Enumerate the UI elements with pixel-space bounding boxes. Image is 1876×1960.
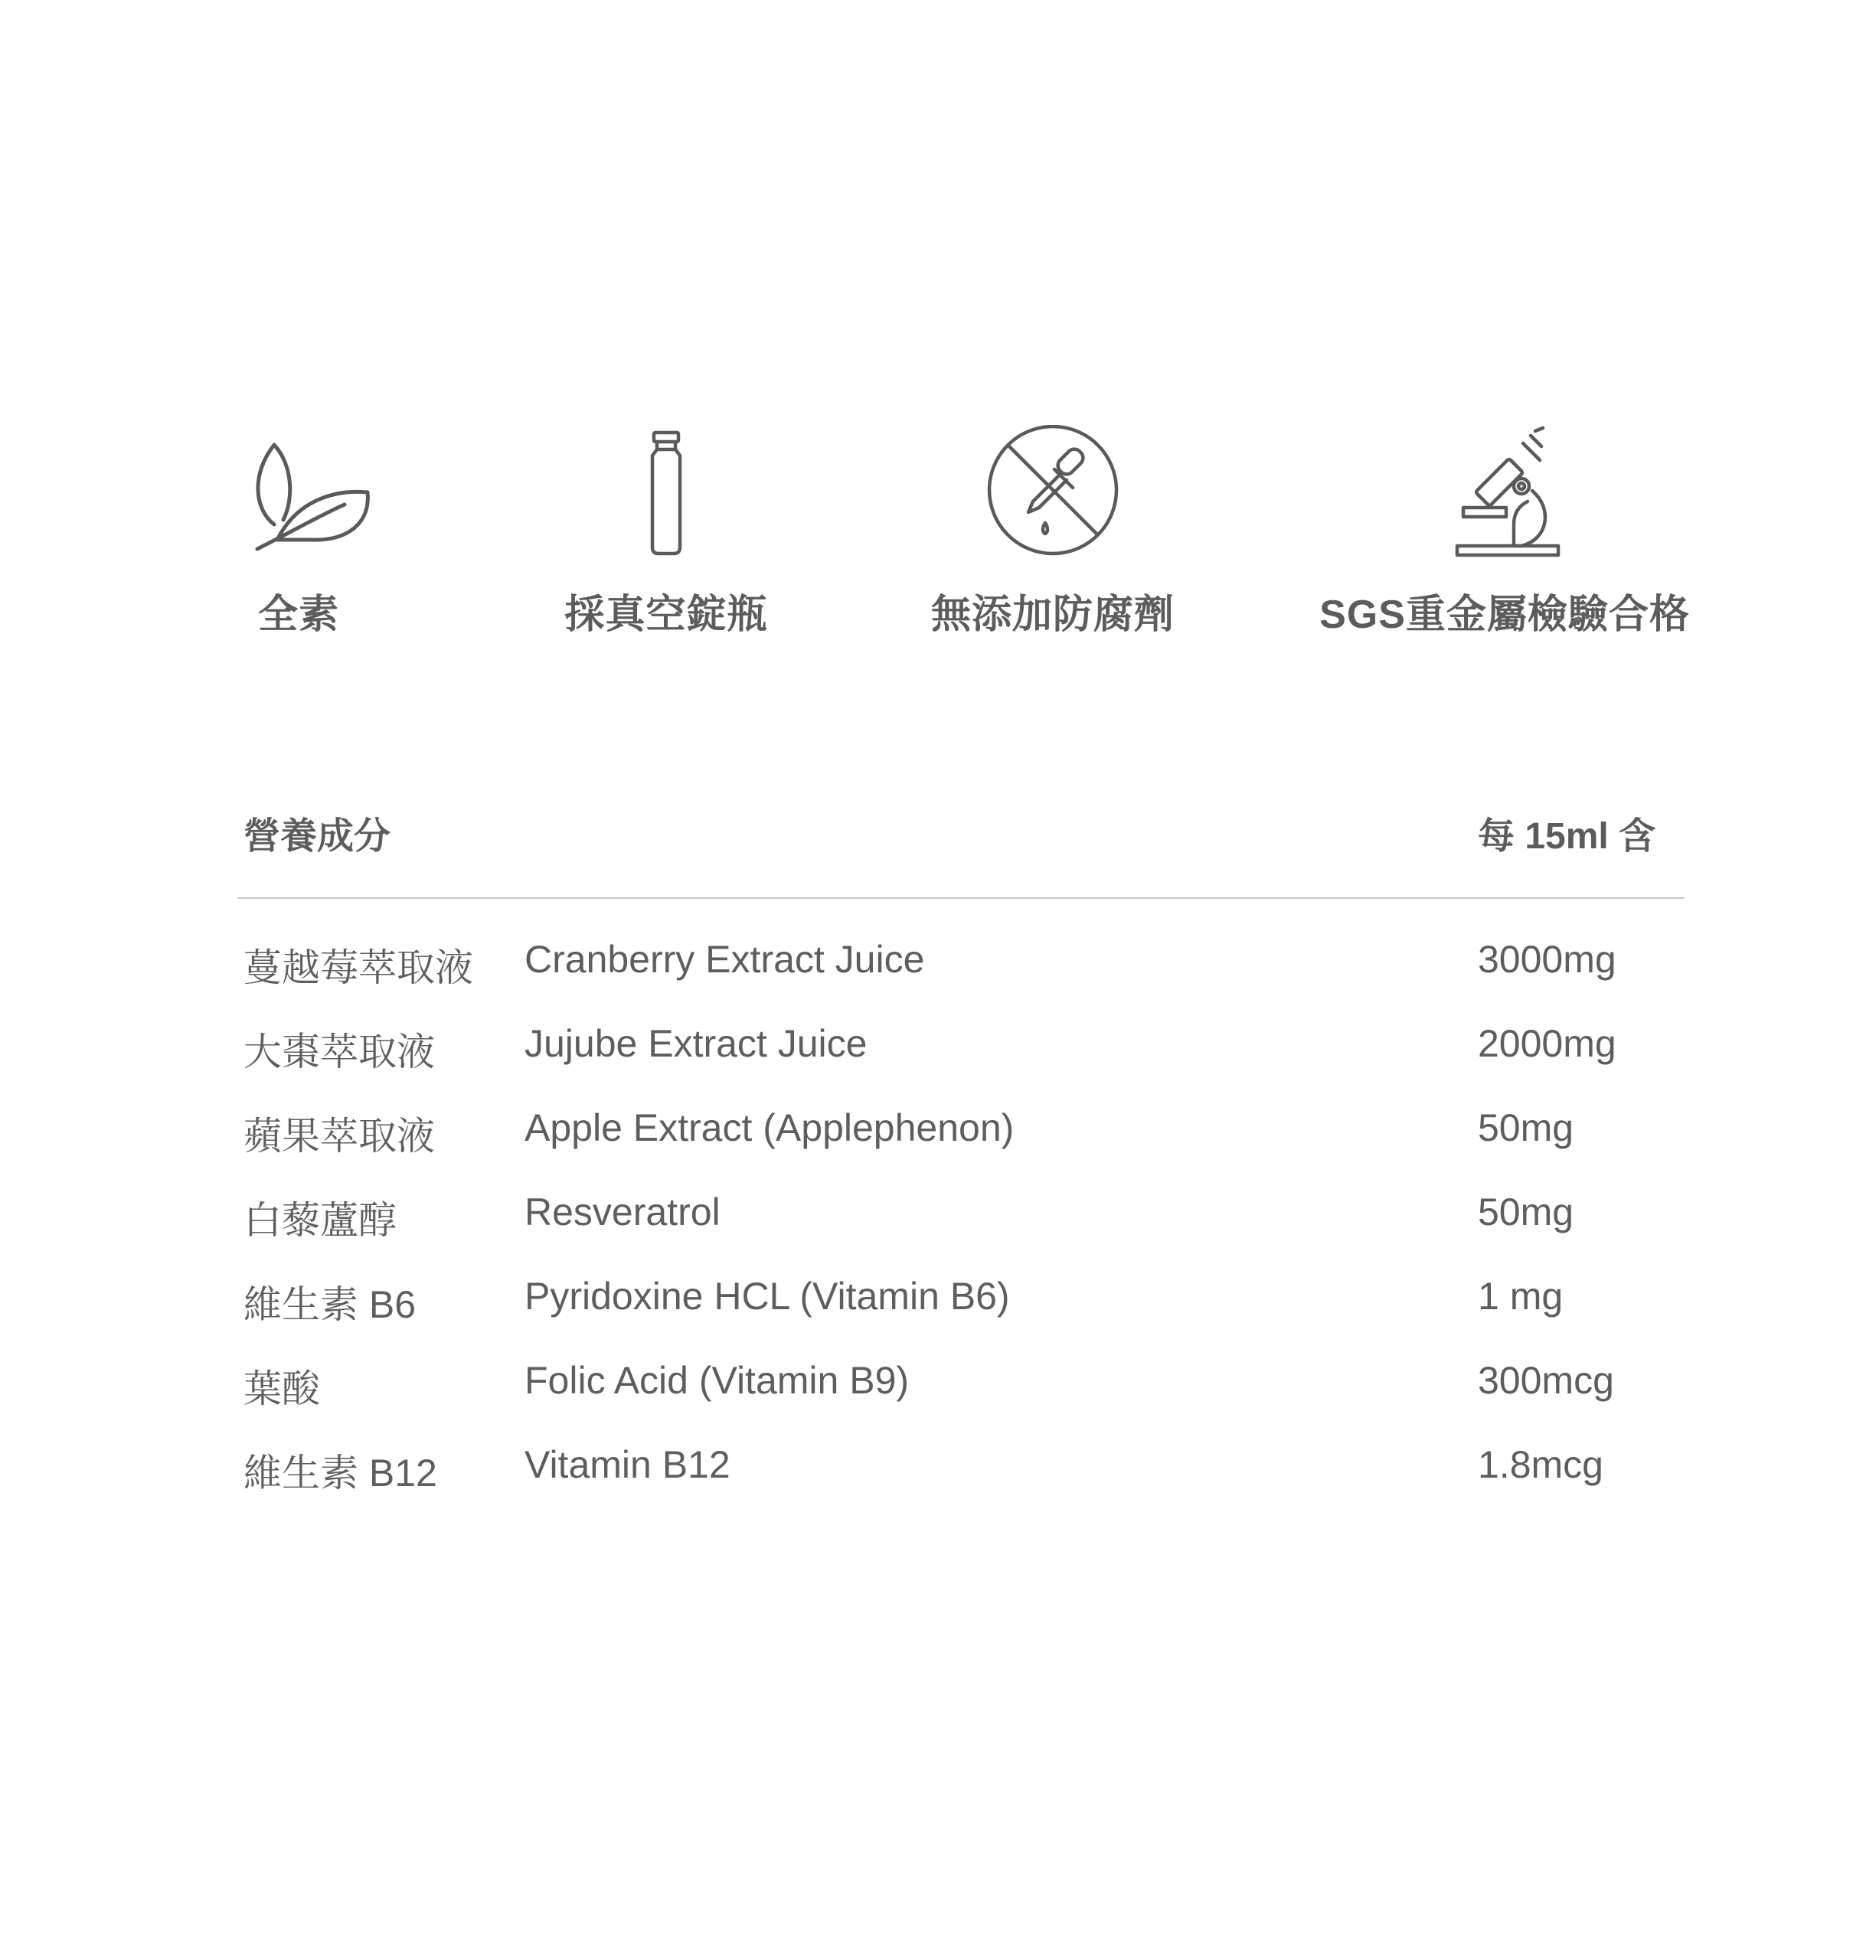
table-row — [237, 1348, 1685, 1432]
ingredient-name-cn: 白藜蘆醇 — [243, 1199, 397, 1242]
ingredient-name-en: Apple Extract (Applephenon) — [525, 1106, 1015, 1149]
nutrition-table — [237, 926, 1685, 1516]
vial-icon — [551, 425, 781, 563]
ingredient-amount: 50mg — [1478, 1106, 1574, 1149]
feature-label: 無添加防腐劑 — [930, 593, 1175, 637]
table-row — [237, 1095, 1685, 1179]
ingredient-name-cn: 大棗萃取液 — [243, 1031, 435, 1073]
ingredient-amount: 300mcg — [1478, 1359, 1614, 1402]
ingredient-name-en: Pyridoxine HCL (Vitamin B6) — [525, 1275, 1010, 1318]
table-row — [237, 1263, 1685, 1348]
ingredient-name-en: Vitamin B12 — [525, 1443, 730, 1486]
no-dropper-icon — [938, 425, 1168, 563]
ingredient-amount: 2000mg — [1478, 1022, 1616, 1065]
ingredient-name-cn: 蔓越莓萃取液 — [243, 946, 473, 989]
microscope-icon — [1390, 425, 1619, 563]
leaf-icon — [184, 425, 413, 563]
ingredient-amount: 1.8mcg — [1478, 1443, 1603, 1486]
ingredient-name-cn: 葉酸 — [243, 1367, 320, 1410]
ingredient-name-en: Resveratrol — [525, 1191, 721, 1233]
ingredient-name-en: Cranberry Extract Juice — [525, 938, 925, 981]
ingredient-name-cn: 蘋果萃取液 — [243, 1115, 435, 1158]
feature-label: SGS重金屬檢驗合格 — [1319, 593, 1690, 637]
nutrition-header — [237, 800, 1685, 861]
ingredient-amount: 50mg — [1478, 1191, 1574, 1233]
divider — [237, 897, 1685, 899]
table-row — [237, 926, 1685, 1011]
serving-size: 每 15ml 含 — [1478, 816, 1656, 857]
ingredient-name-en: Jujube Extract Juice — [525, 1022, 868, 1065]
feature-label: 全素 — [257, 593, 339, 637]
ingredient-name-cn: 維生素 B6 — [243, 1283, 417, 1326]
feature-label: 採真空錠瓶 — [564, 593, 768, 637]
table-row — [237, 1011, 1685, 1095]
ingredient-amount: 3000mg — [1478, 938, 1616, 981]
table-row — [237, 1432, 1685, 1516]
ingredient-name-en: Folic Acid (Vitamin B9) — [525, 1359, 910, 1402]
table-row — [237, 1179, 1685, 1263]
feature-badges — [0, 425, 1876, 655]
ingredient-name-cn: 維生素 B12 — [243, 1452, 437, 1494]
ingredient-amount: 1 mg — [1478, 1275, 1564, 1318]
nutrition-title: 營養成分 — [243, 816, 391, 857]
